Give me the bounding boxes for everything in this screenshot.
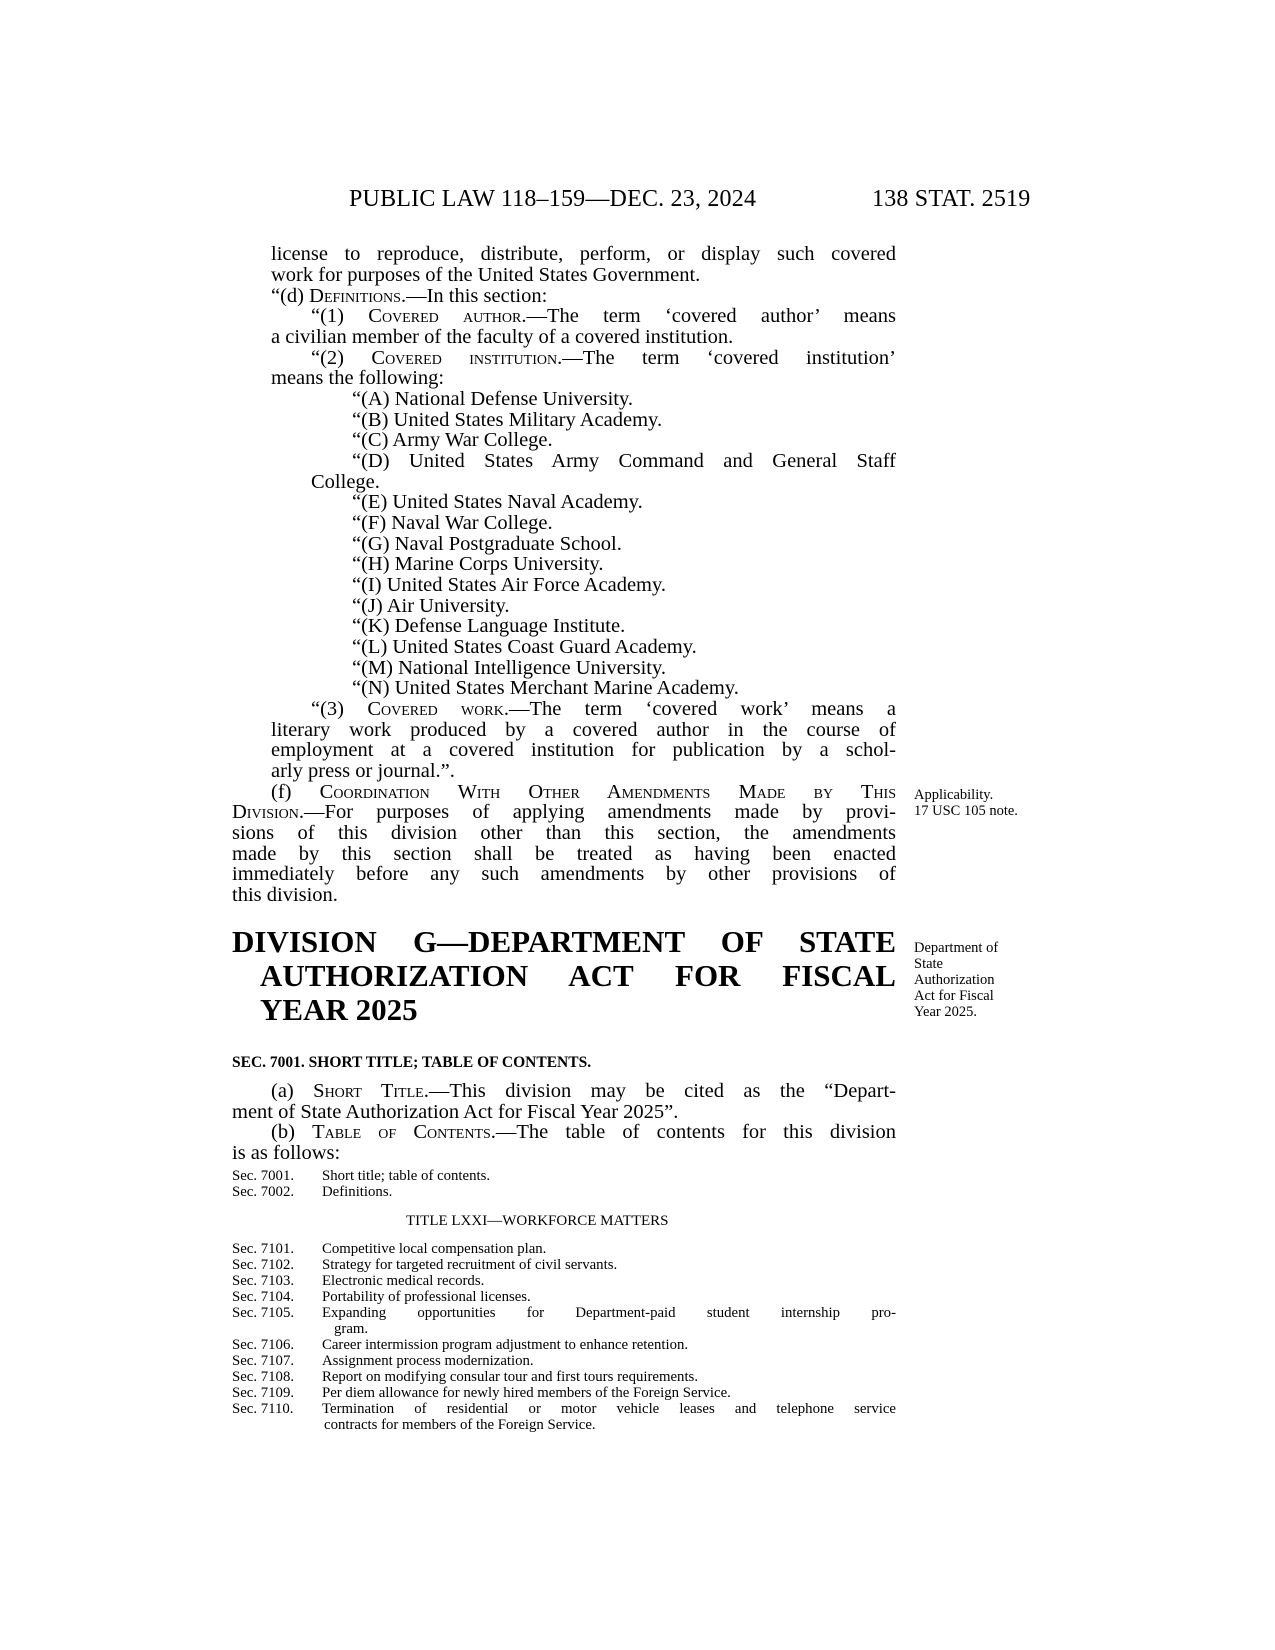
- list-item: “(L) United States Coast Guard Academy.: [352, 636, 697, 658]
- subsection-a: (a) Short Title.—This division may be cited as the “Depart-: [271, 1080, 896, 1102]
- list-item: “(H) Marine Corps University.: [352, 553, 604, 575]
- body-line: means the following:: [271, 367, 445, 389]
- toc-text: contracts for members of the Foreign Service.: [324, 1417, 596, 1433]
- body-line: license to reproduce, distribute, perform, or display such covered: [271, 243, 896, 265]
- toc-number: Sec. 7109.: [232, 1385, 295, 1401]
- toc-text: Termination of residential or motor vehicle leases and telephone service: [322, 1401, 896, 1417]
- toc-number: Sec. 7101.: [232, 1241, 295, 1257]
- definition-2: “(2) Covered institution.—The term ‘covered institution’: [311, 347, 896, 369]
- body-line: ment of State Authorization Act for Fiscal Year 2025”.: [232, 1101, 679, 1123]
- toc-title-heading: TITLE LXXI—WORKFORCE MATTERS: [406, 1213, 669, 1229]
- toc-text: Strategy for targeted recruitment of civil servants.: [322, 1257, 618, 1273]
- list-item: “(A) National Defense University.: [352, 388, 634, 410]
- toc-text: Definitions.: [322, 1184, 393, 1200]
- division-heading-line: YEAR 2025: [260, 992, 418, 1027]
- toc-number: Sec. 7106.: [232, 1337, 295, 1353]
- list-item-continuation: College.: [311, 471, 380, 493]
- toc-text: Per diem allowance for newly hired members of the Foreign Service.: [322, 1385, 731, 1401]
- list-item: “(G) Naval Postgraduate School.: [352, 533, 622, 555]
- margin-note-dos: Act for Fiscal: [914, 988, 994, 1004]
- list-item: “(F) Naval War College.: [352, 512, 553, 534]
- toc-text: gram.: [334, 1321, 369, 1337]
- body-line: Division.—For purposes of applying amendments made by provi-: [232, 801, 896, 823]
- division-heading-line: DIVISION G—DEPARTMENT OF STATE: [232, 924, 896, 959]
- margin-note-dos: Department of: [914, 940, 999, 956]
- body-line: literary work produced by a covered author in the course of: [271, 719, 896, 741]
- toc-number: Sec. 7103.: [232, 1273, 295, 1289]
- toc-number: Sec. 7104.: [232, 1289, 295, 1305]
- page-stat-number: 138 STAT. 2519: [872, 186, 1031, 212]
- toc-number: Sec. 7102.: [232, 1257, 295, 1273]
- body-line: sions of this division other than this section, the amendments: [232, 822, 896, 844]
- subsection-d: “(d) Definitions.—In this section:: [271, 285, 548, 307]
- toc-text: Assignment process modernization.: [322, 1353, 534, 1369]
- toc-text: Report on modifying consular tour and first tours requirements.: [322, 1369, 699, 1385]
- toc-text: Career intermission program adjustment to enhance retention.: [322, 1337, 689, 1353]
- toc-text: Short title; table of contents.: [322, 1168, 491, 1184]
- list-item: “(D) United States Army Command and General Staff: [352, 450, 896, 472]
- toc-number: Sec. 7002.: [232, 1184, 295, 1200]
- body-line: work for purposes of the United States Government.: [271, 264, 701, 286]
- body-line: arly press or journal.”.: [271, 760, 455, 782]
- toc-text: Electronic medical records.: [322, 1273, 485, 1289]
- toc-number: Sec. 7001.: [232, 1168, 295, 1184]
- body-line: is as follows:: [232, 1142, 341, 1164]
- running-header-title: PUBLIC LAW 118–159—DEC. 23, 2024: [349, 186, 757, 212]
- toc-number: Sec. 7108.: [232, 1369, 295, 1385]
- margin-note-dos: Year 2025.: [914, 1004, 977, 1020]
- list-item: “(M) National Intelligence University.: [352, 657, 667, 679]
- list-item: “(I) United States Air Force Academy.: [352, 574, 667, 596]
- toc-text: Portability of professional licenses.: [322, 1289, 531, 1305]
- subsection-b: (b) Table of Contents.—The table of contents for this division: [271, 1121, 896, 1143]
- body-line: immediately before any such amendments by other provisions of: [232, 863, 896, 885]
- list-item: “(E) United States Naval Academy.: [352, 491, 643, 513]
- toc-text: Expanding opportunities for Department-paid student internship pro-: [322, 1305, 896, 1321]
- body-line: employment at a covered institution for publication by a schol-: [271, 739, 896, 761]
- toc-text: Competitive local compensation plan.: [322, 1241, 547, 1257]
- list-item: “(J) Air University.: [352, 595, 510, 617]
- body-line: a civilian member of the faculty of a covered institution.: [271, 326, 734, 348]
- subsection-f: (f) Coordination With Other Amendments Made by This: [271, 781, 896, 803]
- list-item: “(N) United States Merchant Marine Academy.: [352, 677, 739, 699]
- margin-note-dos: Authorization: [914, 972, 995, 988]
- toc-number: Sec. 7105.: [232, 1305, 295, 1321]
- margin-note-usc: 17 USC 105 note.: [914, 803, 1018, 819]
- margin-note-dos: State: [914, 956, 943, 972]
- definition-1: “(1) Covered author.—The term ‘covered author’ means: [311, 305, 896, 327]
- body-line: this division.: [232, 884, 338, 906]
- list-item: “(K) Defense Language Institute.: [352, 615, 626, 637]
- toc-number: Sec. 7107.: [232, 1353, 295, 1369]
- list-item: “(C) Army War College.: [352, 429, 553, 451]
- definition-3: “(3) Covered work.—The term ‘covered work’ means a: [311, 698, 897, 720]
- body-line: made by this section shall be treated as having been enacted: [232, 843, 896, 865]
- list-item: “(B) United States Military Academy.: [352, 409, 663, 431]
- division-heading-line: AUTHORIZATION ACT FOR FISCAL: [260, 958, 896, 993]
- margin-note-applicability: Applicability.: [914, 787, 994, 803]
- toc-number: Sec. 7110.: [232, 1401, 294, 1417]
- section-heading: SEC. 7001. SHORT TITLE; TABLE OF CONTENTS.: [232, 1054, 592, 1071]
- division-heading: [232, 925, 896, 1027]
